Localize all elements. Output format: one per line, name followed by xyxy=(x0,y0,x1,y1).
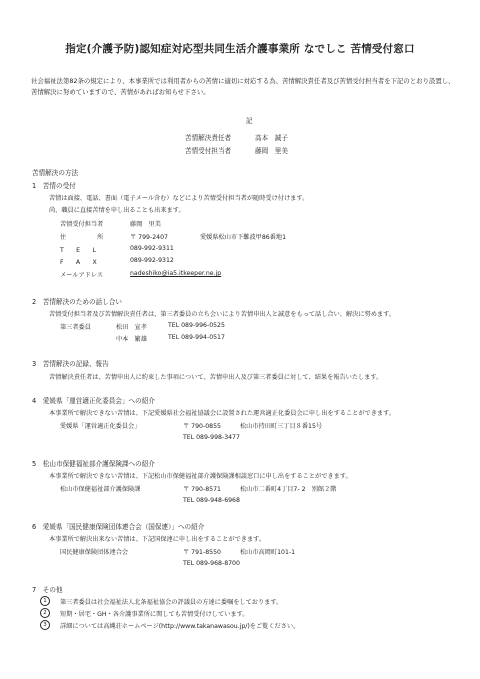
section-heading: 3 苦情解決の記録、報告 xyxy=(32,360,109,368)
contact-value: 藤岡 里美 xyxy=(130,221,161,228)
member-name: 松田 宣孝 xyxy=(116,324,147,331)
org-postal: 〒 790-0855 xyxy=(183,423,221,430)
page-title: 指定(介護予防)認知症対応型共同生活介護事業所 なでしこ 苦情受付窓口 xyxy=(65,43,415,55)
member-tel: TEL 089-994-0517 xyxy=(168,334,225,341)
contact-label: メールアドレス xyxy=(60,272,104,279)
list-item: 第三者委員は社会福祉法人北条福祉協会の評議員の方達に委嘱をしております。 xyxy=(60,599,283,606)
circled-number-icon: 3 xyxy=(40,620,50,630)
org-name: 国民健康保険団体連合会 xyxy=(60,549,129,556)
org-name: 松山市保健福祉部介護保険課 xyxy=(60,486,141,493)
section-heading: 5 松山市保健福祉部介護保険課への紹介 xyxy=(32,460,155,468)
contact-value: 089-992-9311 xyxy=(130,245,174,252)
list-item: 詳細については高縄荘ホームページ(http://www.takanawasou.jp/)をご覧ください。 xyxy=(60,623,300,630)
list-item: 短期・居宅・GH・各介護事業所に関しても苦情受付けしています。 xyxy=(60,611,249,618)
circled-number-icon: 1 xyxy=(40,596,50,606)
section-heading: 6 愛媛県「国民健康保険団体連合会（国保連）」への紹介 xyxy=(32,523,205,531)
org-postal: 〒 791-8550 xyxy=(183,549,221,556)
org-tel: TEL 089-998-3477 xyxy=(183,434,240,441)
section-heading: 2 苦情解決のための話し合い xyxy=(32,298,122,306)
contact-label: T E L xyxy=(60,247,96,254)
section-text: 苦情受付担当者及び苦情解決責任者は、第三者委員の立ち会いにより苦情申出人と誠意をもって話し合い、解決に努めます。 xyxy=(49,311,396,318)
contact-label: 苦情受付担当者 xyxy=(60,221,104,228)
section-heading: 1 苦情の受付 xyxy=(32,182,76,190)
officer-name: 高本 誠子 xyxy=(255,134,288,142)
officer-role: 苦情受付担当者 xyxy=(185,147,232,155)
circled-number-icon: 2 xyxy=(40,608,50,618)
intro-paragraph: 社会福祉法第82条の規定により、本事業所では利用者からの苦情に適切に対応する為、苦情解決責任者及び苦情受付担当者を下記のとおり設置し、苦情解決に努めていますので、苦情があればお知らせ下さい。 xyxy=(31,77,455,96)
org-postal: 〒 790-8571 xyxy=(183,486,221,493)
org-address: 松山市高岡町101-1 xyxy=(240,549,296,556)
contact-value: 〒 799-2407 xyxy=(130,234,168,241)
org-address: 松山市持田町三丁目８番15号 xyxy=(240,423,323,430)
section-text: 本事業所で解決出来ない苦情は、下記国保連に申し出をすることができます。 xyxy=(49,536,266,543)
org-address: 松山市二番町4丁目7- 2 別館２階 xyxy=(240,486,337,493)
contact-value: 089-992-9312 xyxy=(130,257,174,264)
org-name: 愛媛県「運営適正化委員会」 xyxy=(60,423,141,430)
officer-name: 藤岡 里美 xyxy=(255,147,288,155)
officer-role: 苦情解決責任者 xyxy=(185,134,232,142)
contact-label: 住 所 xyxy=(60,234,104,241)
section-text: 尚、職員に直接苦情を申し出ることも出来ます。 xyxy=(49,207,185,214)
org-tel: TEL 089-948-6968 xyxy=(183,497,240,504)
member-tel: TEL 089-996-0525 xyxy=(168,322,225,329)
section-heading: 4 愛媛県「運営適正化委員会」への紹介 xyxy=(32,397,155,405)
contact-label: F A X xyxy=(60,259,97,266)
section-text: 本事業所で解決できない苦情は、下記松山市保健福祉部介護保険課相談窓口に申し出をすることができます。 xyxy=(49,473,352,480)
ki-marker: 記 xyxy=(246,117,253,125)
third-party-label: 第三者委員 xyxy=(60,324,91,331)
section-text: 苦情解決責任者は、苦情申出人に約束した事項について、苦情申出人及び第三者委員に対して、結果を報告いたします。 xyxy=(49,374,383,381)
member-name: 中本 繁雄 xyxy=(116,336,147,343)
org-tel: TEL 089-968-8700 xyxy=(183,560,240,567)
email-link[interactable]: nadeshiko@ia5.itkeeper.ne.jp xyxy=(130,270,222,277)
section-heading: 7 その他 xyxy=(32,586,63,594)
method-header: 苦情解決の方法 xyxy=(32,169,79,177)
contact-address: 愛媛県松山市下難波甲86番地1 xyxy=(200,234,287,241)
section-text: 苦情は面接、電話、書面（電子メール含む）などにより苦情受付担当者が随時受け付けます。 xyxy=(49,195,309,202)
section-text: 本事業所で解決できない苦情は、下記愛媛県社会福祉協議会に設置された運営適正化委員会に申し出をすることができます。 xyxy=(49,410,396,417)
